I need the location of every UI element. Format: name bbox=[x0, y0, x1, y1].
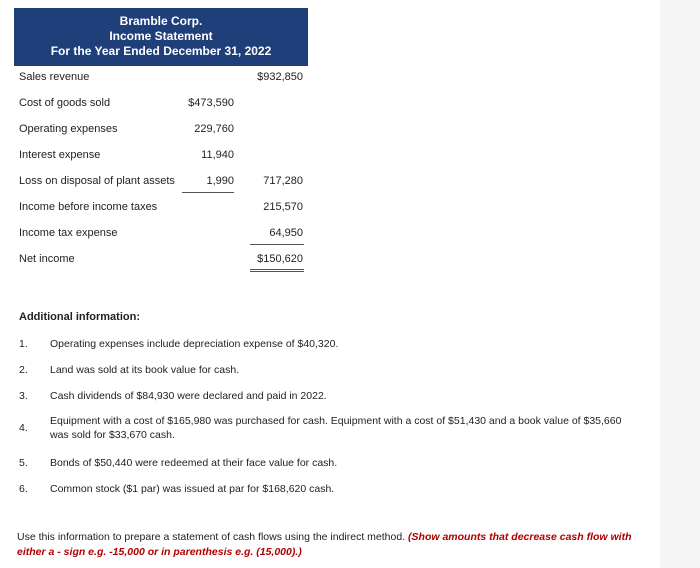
statement-period: For the Year Ended December 31, 2022 bbox=[50, 44, 272, 58]
subtotal-rule bbox=[182, 192, 234, 193]
statement-row bbox=[0, 175, 320, 193]
additional-info-title: Additional information: bbox=[19, 311, 140, 323]
item-number: 2. bbox=[19, 364, 28, 376]
statement-row bbox=[0, 71, 320, 89]
item-text: Operating expenses include depreciation expense of $40,320. bbox=[50, 338, 339, 350]
company-name: Bramble Corp. bbox=[119, 14, 203, 28]
item-number: 5. bbox=[19, 457, 28, 469]
total-double-rule bbox=[250, 269, 304, 272]
statement-row bbox=[0, 227, 320, 245]
instructions-text: Use this information to prepare a statement of cash flows using the indirect method. bbox=[17, 531, 409, 543]
instructions bbox=[17, 530, 657, 560]
statement-row bbox=[0, 123, 320, 141]
row-label: Cost of goods sold bbox=[19, 97, 111, 109]
item-text: Cash dividends of $84,930 were declared and paid in 2022. bbox=[50, 390, 327, 402]
statement-title: Income Statement bbox=[109, 29, 213, 43]
statement-header bbox=[14, 8, 308, 66]
item-number: 6. bbox=[19, 483, 28, 495]
item-number: 1. bbox=[19, 338, 28, 350]
row-label: Income tax expense bbox=[19, 227, 118, 239]
item-text: Land was sold at its book value for cash. bbox=[50, 364, 240, 376]
row-label: Operating expenses bbox=[19, 123, 118, 135]
row-amount-col1: 229,760 bbox=[194, 123, 234, 135]
row-amount-col2: $932,850 bbox=[257, 71, 303, 83]
row-label: Loss on disposal of plant assets bbox=[19, 175, 175, 187]
item-text: Common stock ($1 par) was issued at par for $168,620 cash. bbox=[50, 483, 335, 495]
item-text: Equipment with a cost of $165,980 was purchased for cash. Equipment with a cost of $51,430 and a book value of $35,660 was sold for $33,670 cash. bbox=[50, 415, 622, 441]
row-label: Sales revenue bbox=[19, 71, 90, 83]
row-amount-col2: 215,570 bbox=[263, 201, 303, 213]
statement-row bbox=[0, 201, 320, 219]
statement-row bbox=[0, 97, 320, 115]
row-amount-col1: 1,990 bbox=[206, 175, 234, 187]
item-number: 4. bbox=[19, 422, 28, 434]
row-label: Interest expense bbox=[19, 149, 101, 161]
row-amount-col2: 717,280 bbox=[263, 175, 303, 187]
row-amount-col2: $150,620 bbox=[257, 253, 303, 265]
row-label: Income before income taxes bbox=[19, 201, 158, 213]
row-amount-col1: $473,590 bbox=[188, 97, 234, 109]
statement-row bbox=[0, 149, 320, 167]
row-amount-col1: 11,940 bbox=[201, 149, 234, 161]
subtotal-rule bbox=[250, 244, 304, 245]
page-margin bbox=[660, 0, 700, 568]
row-label: Net income bbox=[19, 253, 75, 265]
instructions-emphasis: (Show amounts that decrease cash flow with either a - sign e.g. -15,000 or in parenthesis e.g. (15,000).) bbox=[17, 531, 632, 558]
row-amount-col2: 64,950 bbox=[269, 227, 303, 239]
item-number: 3. bbox=[19, 390, 28, 402]
item-text: Bonds of $50,440 were redeemed at their face value for cash. bbox=[50, 457, 338, 469]
